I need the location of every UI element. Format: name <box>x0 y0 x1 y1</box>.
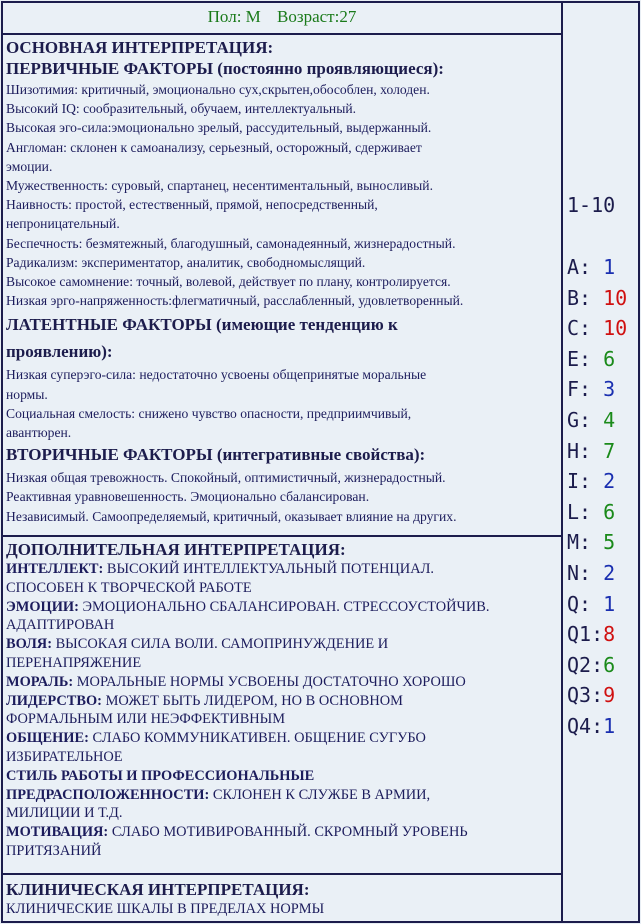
factor-code: N: <box>567 561 592 585</box>
factor-score-row <box>567 314 627 342</box>
additional-item-text: ВЫСОКАЯ СИЛА ВОЛИ. САМОПРИНУЖДЕНИЕ И <box>51 636 389 653</box>
factor-code: A: <box>567 255 592 279</box>
primary-factor-line: Высокая эго-сила:эмоционально зрелый, рассудительный, выдержанный. <box>6 120 432 136</box>
additional-items-list <box>6 560 558 767</box>
additional-item-continuation: ИЗБИРАТЕЛЬНОЕ <box>6 748 123 765</box>
factor-score-value: 10 <box>603 316 628 341</box>
factor-score-row <box>567 651 615 679</box>
factor-score-row <box>567 712 615 740</box>
factor-score-row <box>567 345 615 373</box>
clinical-title: КЛИНИЧЕСКАЯ ИНТЕРПРЕТАЦИЯ: <box>6 880 310 899</box>
factor-score-value: 1 <box>603 255 616 279</box>
factor-score-row <box>567 681 615 709</box>
factor-score-value: 9 <box>603 683 616 708</box>
main-interpretation <box>3 35 561 537</box>
factor-score-row <box>567 559 615 587</box>
additional-item-line <box>6 560 558 579</box>
factor-score-row <box>567 253 615 281</box>
main-title: ОСНОВНАЯ ИНТЕРПРЕТАЦИЯ: <box>6 38 274 57</box>
factor-code: G: <box>567 408 592 432</box>
primary-factor-line: Низкая эрго-напряженность:флегматичный, расслабленный, удовлетворенный. <box>6 293 464 309</box>
additional-item-label: ЛИДЕРСТВО: <box>6 692 102 709</box>
factor-code: Q1: <box>567 622 604 647</box>
work-style-line2 <box>6 786 558 805</box>
factor-score-value: 8 <box>603 622 616 647</box>
additional-item-text: СЛАБО КОММУНИКАТИВЕН. ОБЩЕНИЕ СУГУБО <box>88 730 426 747</box>
factor-score-value: 6 <box>603 346 616 371</box>
factor-score-value: 4 <box>603 408 616 432</box>
factor-code: L: <box>567 499 592 524</box>
factor-code: Q3: <box>567 683 604 708</box>
work-style-text-1: СКЛОНЕН К СЛУЖБЕ В АРМИИ, <box>209 786 431 803</box>
factor-score-row <box>567 437 615 465</box>
primary-factor-line: Высокое самомнение: точный, волевой, действует по плану, контролируется. <box>6 274 451 290</box>
factor-code: Q4: <box>567 714 604 738</box>
additional-item-label: ЭМОЦИИ: <box>6 598 79 615</box>
clinical-interpretation <box>3 875 561 922</box>
additional-item-continuation: ПЕРЕНАПРЯЖЕНИЕ <box>6 654 142 671</box>
factor-score-value: 2 <box>603 561 616 585</box>
factor-code: E: <box>567 346 592 371</box>
motivation-line2: ПРИТЯЗАНИЙ <box>6 842 102 859</box>
additional-interpretation <box>3 537 561 875</box>
sex-label: Пол: М <box>207 7 261 26</box>
work-style-line3: МИЛИЦИИ И Т.Д. <box>6 805 123 822</box>
factor-score-row <box>567 284 627 312</box>
additional-item-text: ВЫСОКИЙ ИНТЕЛЛЕКТУАЛЬНЫЙ ПОТЕНЦИАЛ. <box>103 561 434 577</box>
factor-score-value: 6 <box>603 499 616 524</box>
primary-factors-list <box>6 80 558 310</box>
factor-code: B: <box>567 285 592 310</box>
latent-title-line1: ЛАТЕНТНЫЕ ФАКТОРЫ (имеющие тенденцию к <box>6 315 398 335</box>
factor-code: Q: <box>567 591 592 616</box>
factor-score-row <box>567 620 615 648</box>
latent-title-line2: проявлению): <box>6 342 113 362</box>
latent-factors-list <box>6 365 558 442</box>
secondary-factors-list <box>6 468 558 526</box>
factor-score-row <box>567 498 615 526</box>
additional-item-label: ОБЩЕНИЕ: <box>6 730 89 747</box>
additional-item-label: МОРАЛЬ: <box>6 673 74 690</box>
factor-score-value: 6 <box>603 652 616 677</box>
factor-score-value: 10 <box>603 285 628 310</box>
additional-item-label: ВОЛЯ: <box>6 636 52 653</box>
primary-factor-line: Наивность: простой, естественный, прямой, непосредственный, <box>6 197 378 213</box>
primary-factor-line: Англоман: склонен к самоанализу, серьезный, осторожный, сдерживает <box>6 139 422 155</box>
factor-score-row <box>567 406 615 434</box>
clinical-text: КЛИНИЧЕСКИЕ ШКАЛЫ В ПРЕДЕЛАХ НОРМЫ <box>6 901 325 917</box>
work-style-label-2: ПРЕДРАСПОЛОЖЕННОСТИ: <box>6 786 210 803</box>
primary-factor-line: непроницательный. <box>6 216 120 232</box>
primary-factor-line: Мужественность: суровый, спартанец, несентиментальный, выносливый. <box>6 178 433 194</box>
additional-item-continuation: СПОСОБЕН К ТВОРЧЕСКОЙ РАБОТЕ <box>6 579 252 596</box>
secondary-title: ВТОРИЧНЫЕ ФАКТОРЫ (интегративные свойства): <box>6 445 426 465</box>
work-style-line1 <box>6 767 558 786</box>
report-text-column <box>3 3 563 921</box>
latent-factor-line: Социальная смелость: снижено чувство опасности, предприимчивый, <box>6 405 412 421</box>
additional-item-line <box>6 729 558 748</box>
latent-factor-line: авантюрен. <box>6 425 72 441</box>
motivation-line1 <box>6 823 558 842</box>
latent-factor-line: нормы. <box>6 386 48 402</box>
additional-item-line <box>6 635 558 654</box>
score-range-label: 1-10 <box>567 193 616 217</box>
additional-title: ДОПОЛНИТЕЛЬНАЯ ИНТЕРПРЕТАЦИЯ: <box>6 540 346 559</box>
additional-item-line <box>6 673 558 692</box>
additional-item-label: ИНТЕЛЛЕКТ: <box>6 561 104 577</box>
additional-item-continuation: АДАПТИРОВАН <box>6 617 115 634</box>
factor-score-value: 1 <box>603 714 616 738</box>
secondary-factor-line: Независимый. Самоопределяемый, критичный, оказывает влияние на других. <box>6 508 457 524</box>
factor-score-row <box>567 528 615 556</box>
factor-code: M: <box>567 530 592 555</box>
primary-factor-line: Беспечность: безмятежный, благодушный, самонадеянный, жизнерадостный. <box>6 235 456 251</box>
report-frame <box>1 1 640 923</box>
factor-score-value: 1 <box>603 591 616 616</box>
primary-factor-line: Шизотимия: критичный, эмоционально сух,скрытен,обособлен, холоден. <box>6 82 430 97</box>
additional-item-continuation: ФОРМАЛЬНЫМ ИЛИ НЕЭФФЕКТИВНЫМ <box>6 711 286 728</box>
secondary-factor-line: Реактивная уравновешенность. Эмоционально сбалансирован. <box>6 489 370 505</box>
factor-score-row <box>567 590 615 618</box>
factor-score-row <box>567 467 615 495</box>
latent-factor-line: Низкая суперэго-сила: недостаточно усвоены общепринятые моральные <box>6 367 427 383</box>
factor-score-row <box>567 375 615 403</box>
additional-item-text: ЭМОЦИОНАЛЬНО СБАЛАНСИРОВАН. СТРЕССОУСТОЙЧИВ. <box>78 598 490 615</box>
additional-item-text: МОРАЛЬНЫЕ НОРМЫ УСВОЕНЫ ДОСТАТОЧНО ХОРОШО <box>73 673 466 690</box>
primary-title: ПЕРВИЧНЫЕ ФАКТОРЫ (постоянно проявляющиеся): <box>6 59 444 78</box>
additional-item-text: МОЖЕТ БЫТЬ ЛИДЕРОМ, НО В ОСНОВНОМ <box>101 692 403 709</box>
factor-score-value: 7 <box>603 438 616 463</box>
factor-code: I: <box>567 469 592 494</box>
secondary-factor-line: Низкая общая тревожность. Спокойный, оптимистичный, жизнерадостный. <box>6 470 446 486</box>
additional-item-line <box>6 598 558 617</box>
primary-factor-line: эмоции. <box>6 158 53 174</box>
scores-column <box>563 3 638 921</box>
subject-header <box>3 3 561 35</box>
motivation-label: МОТИВАЦИЯ: <box>6 824 109 841</box>
factor-score-value: 5 <box>603 530 616 555</box>
age-label: Возраст:27 <box>277 7 357 26</box>
factor-code: Q2: <box>567 652 604 677</box>
primary-factor-line: Радикализм: экспериментатор, аналитик, свободномыслящий. <box>6 254 366 270</box>
work-style-label-1: СТИЛЬ РАБОТЫ И ПРОФЕССИОНАЛЬНЫЕ <box>6 767 315 784</box>
motivation-text-1: СЛАБО МОТИВИРОВАННЫЙ. СКРОМНЫЙ УРОВЕНЬ <box>108 824 468 841</box>
factor-score-value: 3 <box>603 377 616 402</box>
primary-factor-line: Высокий IQ: сообразительный, обучаем, интеллектуальный. <box>6 101 356 117</box>
factor-score-value: 2 <box>603 469 616 494</box>
factor-code: C: <box>567 316 592 341</box>
additional-item-line <box>6 692 558 711</box>
factor-code: F: <box>567 377 592 402</box>
factor-code: H: <box>567 438 592 463</box>
